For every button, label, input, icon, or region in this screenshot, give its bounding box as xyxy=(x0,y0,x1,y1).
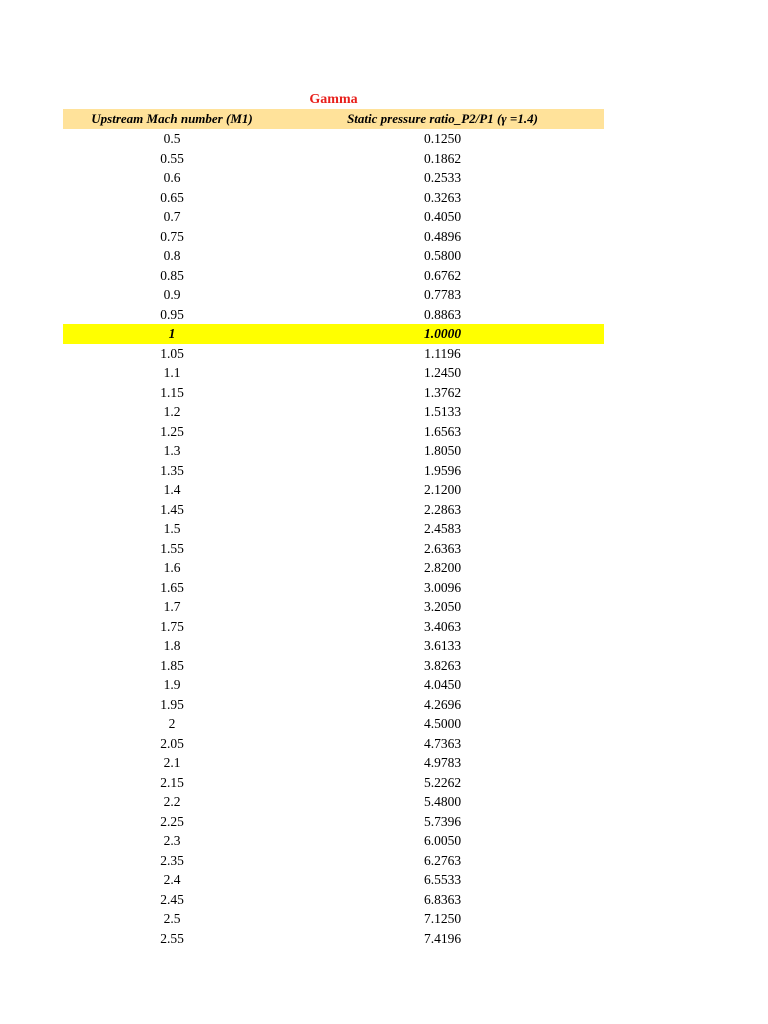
cell-pressure-ratio[interactable]: 3.8263 xyxy=(423,657,462,673)
cell-mach-number[interactable]: 0.7 xyxy=(163,209,181,224)
table-row xyxy=(63,597,604,617)
table-row xyxy=(63,207,604,227)
table-row xyxy=(63,383,604,403)
cell-mach-number[interactable]: 2.15 xyxy=(160,774,184,790)
table-row xyxy=(63,266,604,286)
table-row xyxy=(63,539,604,559)
table-row xyxy=(63,695,604,715)
table-row xyxy=(63,168,604,188)
table-row xyxy=(63,363,604,383)
cell-mach-number[interactable]: 0.5 xyxy=(163,131,181,146)
table-row xyxy=(63,500,604,520)
cell-mach-number[interactable]: 0.8 xyxy=(163,248,181,263)
cell-mach-number[interactable]: 2.45 xyxy=(160,891,184,907)
cell-mach-number[interactable]: 2.4 xyxy=(163,872,181,887)
cell-pressure-ratio[interactable]: 6.8363 xyxy=(423,891,462,907)
cell-pressure-ratio[interactable]: 6.0050 xyxy=(423,833,462,848)
table-row xyxy=(63,656,604,676)
cell-mach-number[interactable]: 1.1 xyxy=(163,365,181,380)
cell-pressure-ratio[interactable]: 1.3762 xyxy=(423,384,462,400)
cell-mach-number[interactable]: 1.8 xyxy=(163,638,181,653)
cell-pressure-ratio[interactable]: 4.7363 xyxy=(423,735,462,751)
table-body xyxy=(63,129,604,948)
cell-mach-number[interactable]: 0.55 xyxy=(160,150,184,166)
cell-mach-number[interactable]: 1.6 xyxy=(163,560,181,575)
page-title: Gamma xyxy=(309,92,358,107)
table-row xyxy=(63,441,604,461)
cell-mach-number[interactable]: 2.35 xyxy=(160,852,184,868)
table-row xyxy=(63,344,604,364)
cell-mach-number[interactable]: 2.25 xyxy=(160,813,184,829)
table-row xyxy=(63,285,604,305)
table-row xyxy=(63,890,604,910)
cell-mach-number[interactable]: 0.6 xyxy=(163,170,181,185)
table-row xyxy=(63,831,604,851)
cell-pressure-ratio[interactable]: 3.0096 xyxy=(423,579,462,595)
cell-pressure-ratio[interactable]: 3.6133 xyxy=(423,638,462,653)
table-row xyxy=(63,909,604,929)
table-row xyxy=(63,851,604,871)
cell-mach-number[interactable]: 0.75 xyxy=(160,228,184,244)
cell-mach-number[interactable]: 2.05 xyxy=(160,735,184,751)
table-row xyxy=(63,714,604,734)
cell-pressure-ratio[interactable]: 0.6762 xyxy=(423,267,462,283)
cell-pressure-ratio[interactable]: 0.8863 xyxy=(423,306,462,322)
table-row xyxy=(63,402,604,422)
cell-pressure-ratio[interactable]: 4.0450 xyxy=(423,677,462,692)
cell-pressure-ratio[interactable]: 0.3263 xyxy=(423,189,462,205)
cell-mach-number[interactable]: 1.65 xyxy=(160,579,184,595)
table-row xyxy=(63,870,604,890)
table-row xyxy=(63,734,604,754)
table-header-row xyxy=(63,109,604,129)
cell-pressure-ratio[interactable]: 2.4583 xyxy=(423,521,462,536)
table-row xyxy=(63,188,604,208)
table-row xyxy=(63,812,604,832)
cell-pressure-ratio[interactable]: 1.8050 xyxy=(423,443,462,458)
cell-pressure-ratio[interactable]: 0.2533 xyxy=(423,170,462,185)
table-row xyxy=(63,324,604,344)
table-row xyxy=(63,227,604,247)
column-header-mach-number[interactable]: Upstream Mach number (M1) xyxy=(91,111,253,126)
cell-pressure-ratio[interactable]: 2.1200 xyxy=(423,482,462,497)
cell-mach-number[interactable]: 0.9 xyxy=(163,287,181,302)
cell-pressure-ratio[interactable]: 1.9596 xyxy=(423,462,462,478)
cell-mach-number[interactable]: 1.35 xyxy=(160,462,184,478)
table-row xyxy=(63,480,604,500)
cell-mach-number[interactable]: 1.7 xyxy=(163,599,181,614)
table-row xyxy=(63,929,604,949)
cell-pressure-ratio[interactable]: 1.5133 xyxy=(423,404,462,419)
cell-mach-number[interactable]: 1.15 xyxy=(160,384,184,400)
table-row xyxy=(63,246,604,266)
cell-mach-number[interactable]: 1.95 xyxy=(160,696,184,712)
table-row xyxy=(63,129,604,149)
table-row xyxy=(63,636,604,656)
cell-mach-number[interactable]: 1.75 xyxy=(160,618,184,634)
cell-pressure-ratio[interactable]: 6.2763 xyxy=(423,852,462,868)
cell-pressure-ratio[interactable]: 0.7783 xyxy=(423,287,462,302)
cell-pressure-ratio[interactable]: 0.4896 xyxy=(423,228,462,244)
cell-mach-number[interactable]: 1 xyxy=(168,326,176,341)
cell-mach-number[interactable]: 1.25 xyxy=(160,423,184,439)
cell-pressure-ratio[interactable]: 0.5800 xyxy=(423,248,462,263)
cell-mach-number[interactable]: 1.4 xyxy=(163,482,181,497)
cell-pressure-ratio[interactable]: 7.1250 xyxy=(423,911,462,926)
cell-mach-number[interactable]: 1.3 xyxy=(163,443,181,458)
cell-mach-number[interactable]: 0.95 xyxy=(160,306,184,322)
cell-pressure-ratio[interactable]: 3.2050 xyxy=(423,599,462,614)
cell-pressure-ratio[interactable]: 7.4196 xyxy=(423,930,462,946)
data-table xyxy=(63,109,604,948)
cell-pressure-ratio[interactable]: 2.8200 xyxy=(423,560,462,575)
table-row xyxy=(63,792,604,812)
cell-pressure-ratio[interactable]: 1.6563 xyxy=(423,423,462,439)
cell-mach-number[interactable]: 1.85 xyxy=(160,657,184,673)
cell-mach-number[interactable]: 1.55 xyxy=(160,540,184,556)
cell-mach-number[interactable]: 0.85 xyxy=(160,267,184,283)
cell-pressure-ratio[interactable]: 2.2863 xyxy=(423,501,462,517)
cell-mach-number[interactable]: 1.9 xyxy=(163,677,181,692)
cell-mach-number[interactable]: 2 xyxy=(168,716,176,731)
table-row xyxy=(63,773,604,793)
cell-pressure-ratio[interactable]: 5.2262 xyxy=(423,774,462,790)
cell-pressure-ratio[interactable]: 4.5000 xyxy=(423,716,462,731)
cell-mach-number[interactable]: 2.55 xyxy=(160,930,184,946)
cell-pressure-ratio[interactable]: 4.2696 xyxy=(423,696,462,712)
cell-mach-number[interactable]: 2.2 xyxy=(163,794,181,809)
cell-mach-number[interactable]: 1.5 xyxy=(163,521,181,536)
table-row xyxy=(63,461,604,481)
table-row xyxy=(63,519,604,539)
cell-pressure-ratio[interactable]: 0.4050 xyxy=(423,209,462,224)
table-row xyxy=(63,305,604,325)
column-header-pressure-ratio[interactable]: Static pressure ratio_P2/P1 (γ =1.4) xyxy=(347,111,538,126)
cell-mach-number[interactable]: 2.5 xyxy=(163,911,181,926)
cell-mach-number[interactable]: 0.65 xyxy=(160,189,184,205)
table-row xyxy=(63,675,604,695)
cell-pressure-ratio[interactable]: 1.2450 xyxy=(423,365,462,380)
cell-pressure-ratio[interactable]: 5.7396 xyxy=(423,813,462,829)
cell-mach-number[interactable]: 1.2 xyxy=(163,404,181,419)
table-row xyxy=(63,558,604,578)
cell-pressure-ratio[interactable]: 5.4800 xyxy=(423,794,462,809)
cell-pressure-ratio[interactable]: 1.0000 xyxy=(423,326,462,341)
cell-mach-number[interactable]: 2.1 xyxy=(163,755,181,770)
table-row xyxy=(63,578,604,598)
cell-pressure-ratio[interactable]: 2.6363 xyxy=(423,540,462,556)
cell-pressure-ratio[interactable]: 0.1250 xyxy=(423,131,462,146)
cell-pressure-ratio[interactable]: 1.1196 xyxy=(424,345,461,361)
cell-pressure-ratio[interactable]: 0.1862 xyxy=(423,150,462,166)
cell-pressure-ratio[interactable]: 3.4063 xyxy=(423,618,462,634)
cell-mach-number[interactable]: 2.3 xyxy=(163,833,181,848)
cell-pressure-ratio[interactable]: 4.9783 xyxy=(423,755,462,770)
cell-mach-number[interactable]: 1.05 xyxy=(160,345,184,361)
table-row xyxy=(63,422,604,442)
cell-pressure-ratio[interactable]: 6.5533 xyxy=(423,872,462,887)
table-row xyxy=(63,149,604,169)
cell-mach-number[interactable]: 1.45 xyxy=(160,501,184,517)
table-row xyxy=(63,617,604,637)
table-row xyxy=(63,753,604,773)
